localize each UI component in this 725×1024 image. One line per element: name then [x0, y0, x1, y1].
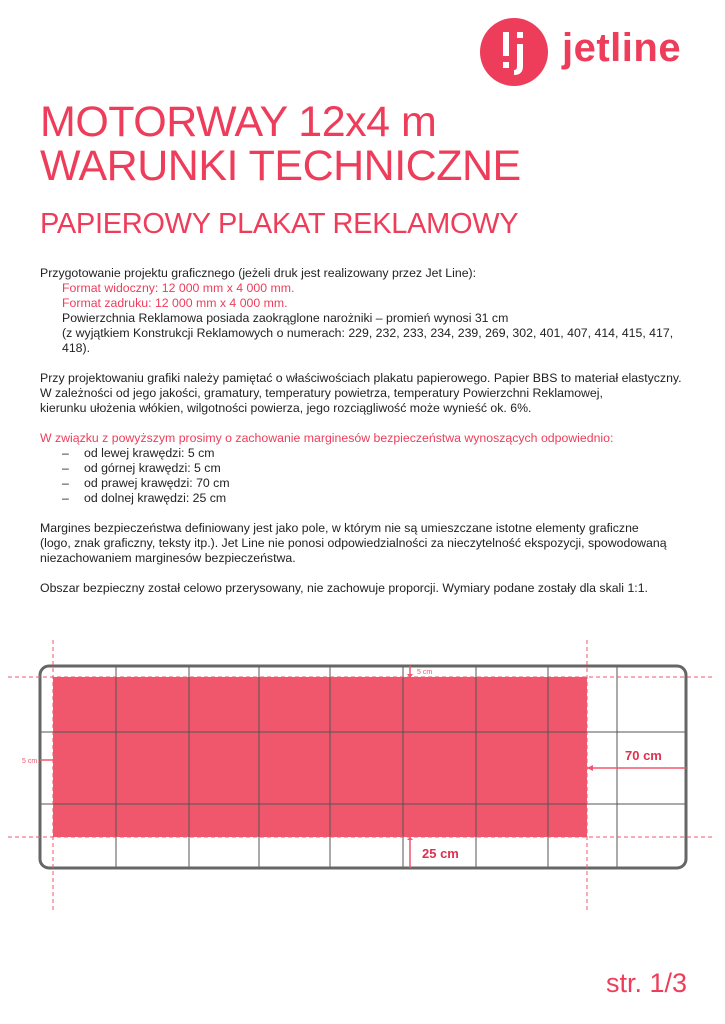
list-item: – od prawej krawędzi: 70 cm: [62, 476, 230, 490]
page-title: [40, 100, 521, 188]
definition-text-3: niezachowaniem marginesów bezpieczeństwa.: [40, 551, 296, 565]
label-top: 5 cm: [417, 669, 433, 676]
corners-note-2: 418).: [62, 341, 91, 355]
safe-area-diagram: [0, 630, 725, 920]
corners-text: Powierzchnia Reklamowa posiada zaokrąglone narożniki – promień wynosi 31 cm: [62, 311, 509, 325]
format-visible: Format widoczny: 12 000 mm x 4 000 mm.: [62, 281, 295, 295]
list-item: – od lewej krawędzi: 5 cm: [62, 446, 215, 460]
list-item: – od górnej krawędzi: 5 cm: [62, 461, 221, 475]
paper-text-3: kierunku ułożenia włókien, wilgotności powierza, jego rozciągliwość może wynieść ok. 6%.: [40, 401, 532, 415]
paper-text-1: Przy projektowaniu grafiki należy pamiętać o właściwościach plakatu papierowego. Papier BBS to materiał elastyczny.: [40, 371, 682, 385]
page-subtitle: PAPIEROWY PLAKAT REKLAMOWY: [40, 208, 519, 240]
format-print: Format zadruku: 12 000 mm x 4 000 mm.: [62, 296, 288, 310]
paper-text-2: W zależności od jego jakości, gramatury, temperatury powietrza, temperatury Powierzchni Reklamowej,: [40, 386, 603, 400]
body-text: [40, 266, 700, 596]
list-item: – od dolnej krawędzi: 25 cm: [62, 491, 227, 505]
intro-text: Przygotowanie projektu graficznego (jeżeli druk jest realizowany przez Jet Line):: [40, 266, 477, 280]
label-right: 70 cm: [625, 748, 662, 763]
page-number: str. 1/3: [605, 968, 687, 998]
logo-mark: [480, 18, 548, 86]
margins-request: W związku z powyższym prosimy o zachowanie marginesów bezpieczeństwa wynoszących odpowiednio:: [40, 431, 614, 445]
corners-note-1: (z wyjątkiem Konstrukcji Reklamowych o numerach: 229, 232, 233, 234, 239, 269, 302, 401, 407, 414, 415, 417,: [62, 326, 674, 340]
jetline-logo: [480, 18, 700, 88]
label-left: 5 cm: [22, 758, 38, 765]
scale-note: Obszar bezpieczny został celowo przerysowany, nie zachowuje proporcji. Wymiary podane zostały dla skali 1:1.: [40, 581, 648, 595]
definition-text-1: Margines bezpieczeństwa definiowany jest jako pole, w którym nie są umieszczane istotne elementy graficzne: [40, 521, 639, 535]
title-line-2: WARUNKI TECHNICZNE: [40, 142, 521, 190]
logo-mark-icon: [480, 18, 548, 86]
margins-list: [40, 446, 700, 506]
brand-name: jetline: [562, 26, 682, 70]
title-line-1: MOTORWAY 12x4 m: [40, 98, 437, 146]
label-bottom: 25 cm: [422, 846, 459, 861]
definition-text-2: (logo, znak graficzny, teksty itp.). Jet Line nie ponosi odpowiedzialności za nieczytelność ekspozycji, spowodowaną: [40, 536, 667, 550]
safe-area: [53, 677, 587, 837]
